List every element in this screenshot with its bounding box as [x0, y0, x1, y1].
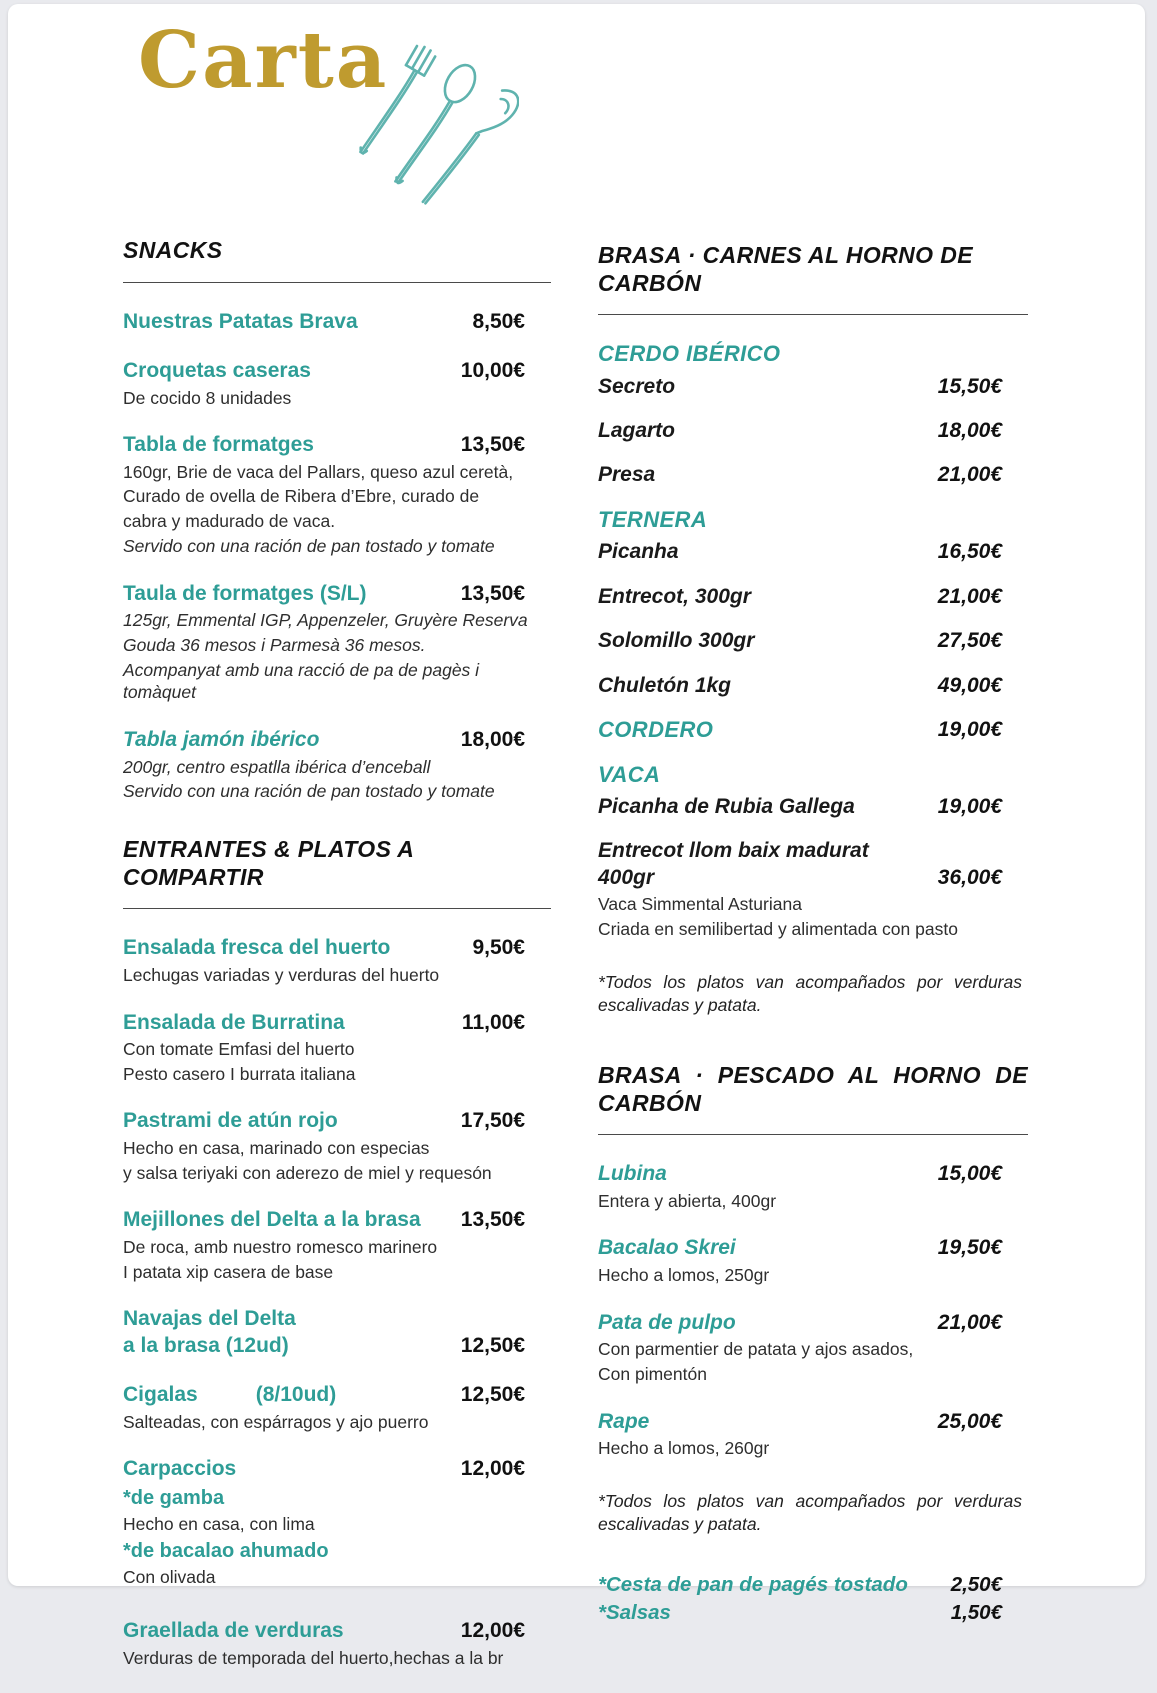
item-price: 12,50€ [460, 1383, 525, 1407]
category-cordero [598, 717, 1028, 743]
item-price: 18,00€ [937, 419, 1002, 443]
section-title-pescado: BRASA · PESCADO AL HORNO DE CARBÓN [598, 1062, 1028, 1116]
menu-item [598, 838, 1028, 940]
item-price: 21,00€ [937, 1310, 1002, 1334]
menu-item [598, 673, 1028, 699]
menu-item [598, 462, 1028, 488]
item-price: 18,00€ [460, 728, 525, 752]
item-name: Entrecot, 300gr [598, 584, 751, 608]
category-heading: VACA [598, 761, 661, 787]
item-desc: Acompanyat amb una racció de pa de pagès i tomàquet [123, 659, 480, 703]
menu-item [123, 935, 551, 986]
item-price: 13,50€ [460, 433, 525, 457]
menu-item [598, 794, 1028, 820]
item-name: Mejillones del Delta a la brasa [123, 1208, 421, 1232]
menu-item [123, 1382, 551, 1433]
item-price: 21,00€ [937, 463, 1002, 487]
menu-item [123, 1618, 551, 1669]
item-price: 15,50€ [937, 374, 1002, 398]
item-desc: Con pimentón [598, 1363, 707, 1384]
menu-note: *Todos los platos van acompañados por verduras escalivadas y patata. [598, 1490, 1022, 1535]
item-desc: Hecho a lomos, 250gr [598, 1264, 770, 1285]
item-desc: 200gr, centro espatlla ibérica d’enceball [123, 756, 431, 777]
item-price: 12,00€ [460, 1619, 525, 1643]
item-name: Tabla de formatges [123, 433, 314, 457]
item-name: Picanha de Rubia Gallega [598, 794, 855, 818]
item-desc: y salsa teriyaki con aderezo de miel y requesón [123, 1162, 492, 1183]
category-vaca [598, 762, 1028, 941]
item-name: Secreto [598, 374, 676, 398]
left-column [123, 237, 551, 1693]
item-name: Solomillo 300gr [598, 629, 755, 653]
category-heading: CORDERO [598, 717, 714, 743]
item-name: Carpaccios [123, 1457, 237, 1481]
menu-card [8, 4, 1145, 1668]
item-desc: cabra y madurado de vaca. [123, 511, 336, 532]
item-desc: Lechugas variadas y verduras del huerto [123, 964, 440, 985]
item-desc: Con tomate Emfasi del huerto [123, 1038, 355, 1059]
menu-item [598, 418, 1028, 444]
menu-item [598, 1161, 1028, 1212]
menu-item [123, 309, 551, 335]
item-price: 2,50€ [950, 1573, 1002, 1597]
cutlery-sketch-icon [344, 44, 519, 219]
menu-item [123, 1306, 551, 1359]
menu-item [123, 1207, 551, 1283]
item-name: *Cesta de pan de pagés tostado [598, 1573, 908, 1597]
item-desc: Verduras de temporada del huerto,hechas a la br [123, 1647, 504, 1668]
item-price: 13,50€ [460, 1208, 525, 1232]
item-name: Chuletón 1kg [598, 673, 732, 697]
item-desc: De roca, amb nuestro romesco marinero [123, 1236, 438, 1257]
item-price: 1,50€ [950, 1600, 1002, 1624]
item-desc: Hecho en casa, marinado con especias [123, 1137, 430, 1158]
item-desc: I patata xip casera de base [123, 1261, 334, 1282]
item-price: 36,00€ [937, 865, 1002, 889]
item-price: 49,00€ [937, 673, 1002, 697]
item-variant: *de gamba [123, 1486, 225, 1509]
item-desc: Con olivada [123, 1566, 216, 1587]
item-price: 12,00€ [460, 1457, 525, 1481]
section-title-entrantes: ENTRANTES & PLATOS A COMPARTIR [123, 836, 414, 890]
item-name: Nuestras Patatas Brava [123, 309, 358, 333]
category-heading: TERNERA [598, 506, 708, 532]
extra-item [598, 1571, 1028, 1599]
item-price: 19,00€ [937, 718, 1002, 742]
menu-item [598, 539, 1028, 565]
menu-item [123, 358, 551, 409]
item-name: Cigalas (8/10ud) [123, 1383, 337, 1407]
item-price: 9,50€ [472, 936, 525, 960]
item-desc: Entera y abierta, 400gr [598, 1190, 777, 1211]
section-title-carnes: BRASA · CARNES AL HORNO DE CARBÓN [598, 242, 974, 296]
item-name: Presa [598, 463, 656, 487]
logo-title: Carta [138, 15, 389, 106]
category-ternera [598, 507, 1028, 699]
item-desc: 160gr, Brie de vaca del Pallars, queso azul ceretà, [123, 461, 514, 482]
item-price: 27,50€ [937, 629, 1002, 653]
extras-list [598, 1571, 1028, 1626]
item-price: 25,00€ [937, 1409, 1002, 1433]
menu-item [598, 374, 1028, 400]
item-name: Ensalada fresca del huerto [123, 936, 391, 960]
item-desc: De cocido 8 unidades [123, 387, 292, 408]
item-desc: Con parmentier de patata y ajos asados, [598, 1339, 914, 1360]
item-desc: Gouda 36 mesos i Parmesà 36 mesos. [123, 634, 426, 655]
item-name: Pastrami de atún rojo [123, 1109, 338, 1133]
item-desc: Criada en semilibertad y alimentada con pasto [598, 919, 958, 940]
item-name: Rape [598, 1409, 650, 1433]
menu-item [123, 727, 551, 803]
menu-item [598, 584, 1028, 610]
menu-item [123, 1456, 551, 1588]
menu-note: *Todos los platos van acompañados por verduras escalivadas y patata. [598, 971, 1022, 1016]
item-price: 12,50€ [460, 1333, 525, 1357]
item-price: 19,50€ [937, 1236, 1002, 1260]
item-desc: Curado de ovella de Ribera d’Ebre, curado de [123, 486, 480, 507]
item-name: Croquetas caseras [123, 359, 311, 383]
item-name: Lagarto [598, 419, 676, 443]
item-name: Taula de formatges (S/L) [123, 581, 367, 605]
item-desc: Hecho a lomos, 260gr [598, 1438, 770, 1459]
menu-item [123, 1010, 551, 1086]
menu-item [123, 581, 551, 704]
menu-item [598, 1409, 1028, 1460]
item-name: Graellada de verduras [123, 1619, 344, 1643]
item-name: Navajas del Delta a la brasa (12ud) [123, 1307, 296, 1357]
category-cerdo [598, 341, 1028, 489]
item-desc: Salteadas, con espárragos y ajo puerro [123, 1411, 429, 1432]
extra-item [598, 1599, 1028, 1627]
item-name: Ensalada de Burratina [123, 1010, 345, 1034]
item-desc: Servido con una ración de pan tostado y tomate [123, 781, 495, 802]
item-price: 19,00€ [937, 794, 1002, 818]
item-price: 10,00€ [460, 359, 525, 383]
item-price: 8,50€ [472, 309, 525, 333]
menu-item [598, 1310, 1028, 1386]
item-price: 11,00€ [461, 1010, 525, 1034]
item-price: 15,00€ [937, 1162, 1002, 1186]
item-price: 17,50€ [460, 1109, 525, 1133]
item-desc: 125gr, Emmental IGP, Appenzeler, Gruyère Reserva [123, 610, 528, 631]
section-title-snacks: SNACKS [123, 237, 223, 263]
menu-item [123, 432, 551, 557]
item-desc: Hecho en casa, con lima [123, 1513, 315, 1534]
item-name: Pata de pulpo [598, 1310, 736, 1334]
item-desc: Pesto casero I burrata italiana [123, 1063, 356, 1084]
item-price: 16,50€ [937, 540, 1002, 564]
menu-item [598, 628, 1028, 654]
menu-item [123, 1108, 551, 1184]
item-desc: Vaca Simmental Asturiana [598, 894, 802, 915]
item-name: Bacalao Skrei [598, 1236, 736, 1260]
item-name: *Salsas [598, 1600, 671, 1624]
item-price: 21,00€ [937, 584, 1002, 608]
item-name: Entrecot llom baix madurat 400gr [598, 839, 869, 889]
item-name: Picanha [598, 540, 679, 564]
menu-item [598, 1235, 1028, 1286]
category-heading: CERDO IBÉRICO [598, 341, 781, 367]
right-column [598, 242, 1028, 1626]
item-name: Lubina [598, 1162, 667, 1186]
item-name: Tabla jamón ibérico [123, 728, 320, 752]
item-variant: *de bacalao ahumado [123, 1539, 329, 1562]
item-price: 13,50€ [460, 581, 525, 605]
item-desc: Servido con una ración de pan tostado y tomate [123, 535, 495, 556]
